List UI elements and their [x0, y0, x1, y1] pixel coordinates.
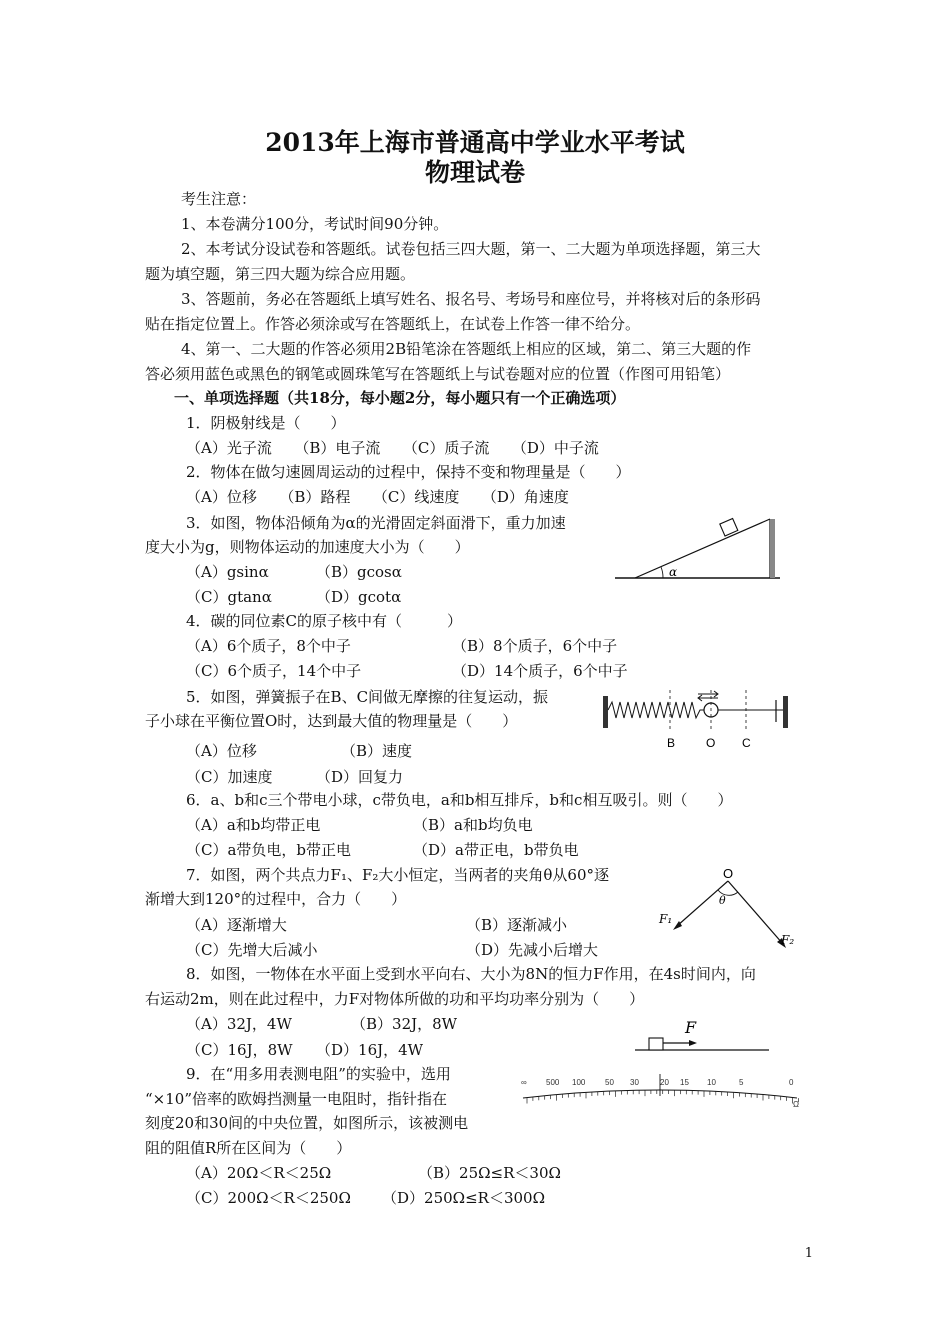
- incline-figure: [615, 515, 785, 585]
- q9-stem-a: 9．在“用多用表测电阻”的实验中，选用: [186, 1065, 451, 1083]
- q6-option-b: （B）a和b均负电: [413, 816, 533, 834]
- q1-options: （A）光子流 （B）电子流 （C）质子流 （D）中子流: [186, 439, 599, 457]
- scale-label: ∞: [521, 1078, 527, 1087]
- scale-label: 30: [630, 1078, 639, 1087]
- q5-option-d: （D）回复力: [316, 768, 404, 786]
- q3-option-d: （D）gcotα: [316, 588, 402, 606]
- q8-option-d: （D）16J，4W: [316, 1041, 424, 1059]
- q5-stem-b: 子小球在平衡位置O时，达到最大值的物理量是（ ）: [145, 712, 518, 730]
- spring-label-c: C: [742, 736, 751, 750]
- page-number: 1: [804, 1246, 813, 1261]
- q5-option-a: （A）位移: [186, 742, 257, 760]
- scale-label: 10: [707, 1078, 716, 1087]
- spring-label-o: O: [706, 736, 716, 750]
- q3-stem-a: 3．如图，物体沿倾角为α的光滑固定斜面滑下，重力加速: [186, 514, 566, 532]
- q4-option-b: （B）8个质子，6个中子: [452, 637, 618, 655]
- scale-label: 500: [546, 1078, 560, 1087]
- q4-option-c: （C）6个质子，14个中子: [186, 662, 362, 680]
- forces-theta-label: θ: [719, 894, 726, 907]
- q9-option-d: （D）250Ω≤R＜300Ω: [382, 1189, 546, 1207]
- incline-angle-label: α: [669, 565, 678, 579]
- push-figure: [633, 1018, 773, 1054]
- q7-stem-b: 渐增大到120°的过程中，合力（ ）: [145, 890, 407, 908]
- q8-option-b: （B）32J，8W: [351, 1015, 458, 1033]
- q4-option-d: （D）14个质子，6个中子: [452, 662, 628, 680]
- q8-option-a: （A）32J，4W: [186, 1015, 292, 1033]
- q6-stem: 6．a、b和c三个带电小球，c带负电，a和b相互排斥，b和c相互吸引。则（ ）: [186, 791, 733, 809]
- forces-figure: [655, 868, 805, 953]
- q3-stem-b: 度大小为g，则物体运动的加速度大小为（ ）: [145, 538, 470, 556]
- q1-stem: 1．阴极射线是（ ）: [186, 414, 346, 432]
- note-2b: 题为填空题，第三四大题为综合应用题。: [145, 265, 416, 283]
- q4-option-a: （A）6个质子，8个中子: [186, 637, 351, 655]
- note-4a: 4、第一、二大题的作答必须用2B铅笔涂在答题纸上相应的区域，第二、第三大题的作: [181, 340, 752, 358]
- q9-option-a: （A）20Ω＜R＜25Ω: [186, 1164, 332, 1182]
- q9-stem-b: “×10”倍率的欧姆挡测量一电阻时，指针指在: [145, 1090, 447, 1108]
- force-f2-label: F₂: [781, 933, 795, 947]
- scale-label: 15: [680, 1078, 689, 1087]
- section-heading: 一、单项选择题（共18分，每小题2分，每小题只有一个正确选项）: [174, 389, 626, 407]
- q8-stem-b: 右运动2m，则在此过程中，力F对物体所做的功和平均功率分别为（ ）: [145, 990, 645, 1008]
- note-3a: 3、答题前，务必在答题纸上填写姓名、报名号、考场号和座位号，并将核对后的条形码: [181, 290, 761, 308]
- spring-figure: [600, 688, 795, 753]
- q3-option-a: （A）gsinα: [186, 563, 269, 581]
- q5-option-b: （B）速度: [341, 742, 413, 760]
- scale-label: 20: [660, 1078, 669, 1087]
- note-3b: 贴在指定位置上。作答必须涂或写在答题纸上，在试卷上作答一律不给分。: [145, 315, 641, 333]
- q9-stem-c: 刻度20和30间的中央位置，如图所示，该被测电: [145, 1114, 469, 1132]
- note-1: 1、本卷满分100分，考试时间90分钟。: [181, 215, 449, 233]
- q9-option-c: （C）200Ω＜R＜250Ω: [186, 1189, 351, 1207]
- scale-label: 0: [789, 1078, 794, 1087]
- scale-ticks: [527, 1090, 798, 1104]
- q7-option-c: （C）先增大后减小: [186, 941, 318, 959]
- q7-option-a: （A）逐渐增大: [186, 916, 287, 934]
- q8-option-c: （C）16J，8W: [186, 1041, 293, 1059]
- q3-option-b: （B）gcosα: [316, 563, 402, 581]
- q7-option-d: （D）先减小后增大: [466, 941, 599, 959]
- scale-label: 50: [605, 1078, 614, 1087]
- force-f1-label: F₁: [659, 912, 673, 926]
- scale-unit-label: Ω: [793, 1100, 799, 1109]
- ohmmeter-scale: [515, 1072, 805, 1112]
- forces-origin-label: O: [723, 866, 734, 881]
- notes-heading: 考生注意：: [181, 190, 257, 208]
- exam-subtitle: 物理试卷: [424, 158, 525, 187]
- q3-option-c: （C）gtanα: [186, 588, 272, 606]
- q5-option-c: （C）加速度: [186, 768, 273, 786]
- q9-stem-d: 阻的阻值R所在区间为（ ）: [145, 1139, 352, 1157]
- q7-option-b: （B）逐渐减小: [466, 916, 568, 934]
- q6-option-d: （D）a带正电，b带负电: [413, 841, 579, 859]
- push-force-label: F: [685, 1018, 697, 1037]
- q4-stem: 4．碳的同位素C的原子核中有（ ）: [186, 612, 463, 630]
- q7-stem-a: 7．如图，两个共点力F₁、F₂大小恒定，当两者的夹角θ从60°逐: [186, 866, 610, 884]
- q5-stem-a: 5．如图，弹簧振子在B、C间做无摩擦的往复运动，振: [186, 688, 549, 706]
- note-4b: 答必须用蓝色或黑色的钢笔或圆珠笔写在答题纸上与试卷题对应的位置（作图可用铅笔）: [145, 365, 731, 383]
- q9-option-b: （B）25Ω≤R＜30Ω: [418, 1164, 561, 1182]
- q2-options: （A）位移 （B）路程 （C）线速度 （D）角速度: [186, 488, 569, 506]
- scale-label: 5: [739, 1078, 744, 1087]
- q2-stem: 2．物体在做匀速圆周运动的过程中，保持不变和物理量是（ ）: [186, 463, 631, 481]
- q8-stem-a: 8．如图，一物体在水平面上受到水平向右、大小为8N的恒力F作用，在4s时间内，向: [186, 965, 756, 983]
- q6-option-a: （A）a和b均带正电: [186, 816, 321, 834]
- spring-label-b: B: [667, 736, 676, 750]
- exam-title: 2013年上海市普通高中学业水平考试: [265, 128, 685, 157]
- note-2a: 2、本考试分设试卷和答题纸。试卷包括三四大题，第一、二大题为单项选择题，第三大: [181, 240, 761, 258]
- q6-option-c: （C）a带负电，b带正电: [186, 841, 352, 859]
- scale-label: 100: [572, 1078, 586, 1087]
